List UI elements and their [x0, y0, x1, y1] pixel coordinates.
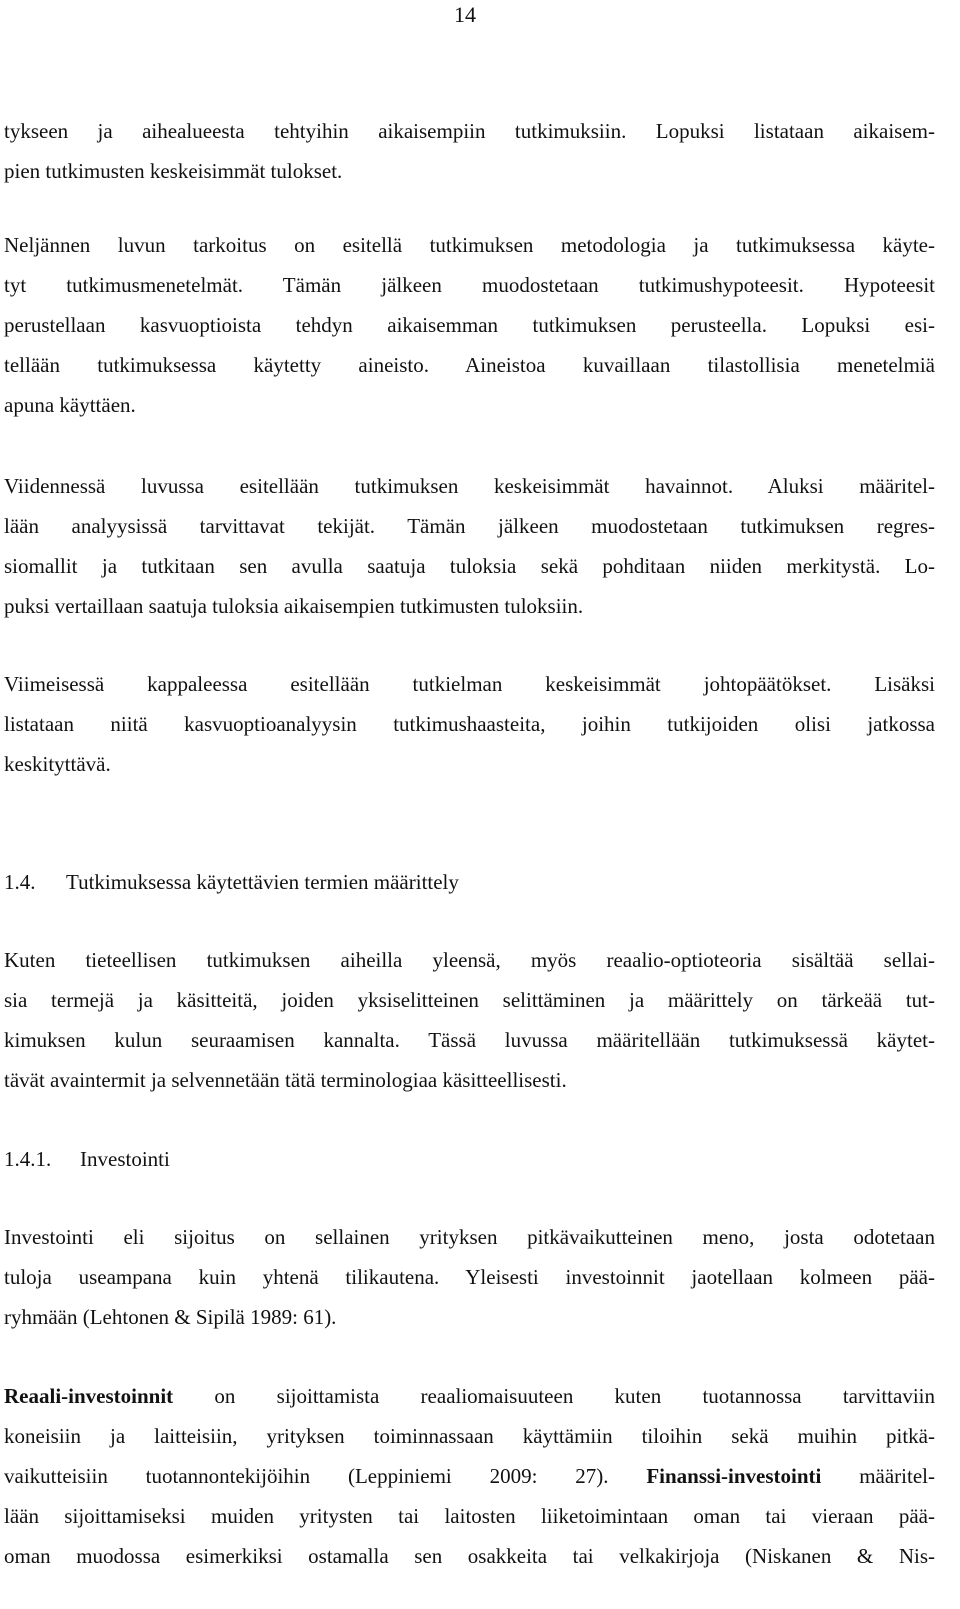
text-span: määritel-: [821, 1464, 935, 1488]
section-heading: [4, 869, 459, 895]
page-number: 14: [454, 2, 476, 27]
text-line: tävät avaintermit ja selvennetään tätä terminologiaa käsitteellisesti.: [4, 1068, 567, 1092]
text-line: oman muodossa esimerkiksi ostamalla sen osakkeita tai velkakirjoja (Niskanen & Nis-: [4, 1544, 935, 1568]
text-line: Neljännen luvun tarkoitus on esitellä tutkimuksen metodologia ja tutkimuksessa käyte-: [4, 233, 935, 257]
text-line: ryhmään (Lehtonen & Sipilä 1989: 61).: [4, 1305, 337, 1329]
subsection-heading: [4, 1146, 170, 1172]
text-line: Viimeisessä kappaleessa esitellään tutkielman keskeisimmät johtopäätökset. Lisäksi: [4, 672, 935, 696]
text-line: pien tutkimusten keskeisimmät tulokset.: [4, 159, 343, 183]
text-line: koneisiin ja laitteisiin, yrityksen toiminnassaan käyttämiin tiloihin sekä muihin pitkä-: [4, 1424, 935, 1448]
text-line: [4, 1383, 935, 1409]
text-line: tuloja useampana kuin yhtenä tilikautena. Yleisesti investoinnit jaotellaan kolmeen pää-: [4, 1265, 935, 1289]
text-line: Kuten tieteellisen tutkimuksen aiheilla yleensä, myös reaalio-optioteoria sisältää sellai-: [4, 948, 935, 972]
text-line: lään sijoittamiseksi muiden yritysten tai laitosten liiketoimintaan oman tai vieraan pää-: [4, 1504, 935, 1528]
text-line: apuna käyttäen.: [4, 393, 136, 417]
text-line: puksi vertaillaan saatuja tuloksia aikaisempien tutkimusten tuloksiin.: [4, 594, 584, 618]
text-line: perustellaan kasvuoptioista tehdyn aikaisemman tutkimuksen perusteella. Lopuksi esi-: [4, 313, 935, 337]
section-number: 1.4.: [4, 870, 36, 894]
text-line: tellään tutkimuksessa käytetty aineisto. Aineistoa kuvaillaan tilastollisia menetelmiä: [4, 353, 935, 377]
text-line: Investointi eli sijoitus on sellainen yrityksen pitkävaikutteinen meno, josta odotetaan: [4, 1225, 935, 1249]
bold-term: Reaali-investoinnit: [4, 1384, 174, 1408]
text-line: sia termejä ja käsitteitä, joiden yksiselitteinen selittäminen ja määrittely on tärkeää tut-: [4, 988, 935, 1012]
text-span: on sijoittamista reaaliomaisuuteen kuten tuotannossa tarvittaviin: [173, 1384, 935, 1408]
text-line: Viidennessä luvussa esitellään tutkimuksen keskeisimmät havainnot. Aluksi määritel-: [4, 474, 935, 498]
subsection-title: Investointi: [80, 1147, 170, 1171]
subsection-number: 1.4.1.: [4, 1147, 52, 1171]
text-line: tyt tutkimusmenetelmät. Tämän jälkeen muodostetaan tutkimushypoteesit. Hypoteesit: [4, 273, 935, 297]
text-line: kimuksen kulun seuraamisen kannalta. Tässä luvussa määritellään tutkimuksessä käytet-: [4, 1028, 935, 1052]
section-title: Tutkimuksessa käytettävien termien määrittely: [66, 870, 459, 894]
text-line: tykseen ja aihealueesta tehtyihin aikaisempiin tutkimuksiin. Lopuksi listataan aikaisem-: [4, 119, 935, 143]
bold-term: Finanssi-investointi: [646, 1464, 822, 1488]
text-span: vaikutteisiin tuotannontekijöihin (Leppiniemi 2009: 27).: [4, 1464, 647, 1488]
text-line: [4, 1463, 935, 1489]
text-line: lään analyysissä tarvittavat tekijät. Tämän jälkeen muodostetaan tutkimuksen regres-: [4, 514, 935, 538]
text-line: listataan niitä kasvuoptioanalyysin tutkimushaasteita, joihin tutkijoiden olisi jatkossa: [4, 712, 935, 736]
text-line: keskityttävä.: [4, 752, 111, 776]
text-line: siomallit ja tutkitaan sen avulla saatuja tuloksia sekä pohditaan niiden merkitystä. Lo-: [4, 554, 935, 578]
